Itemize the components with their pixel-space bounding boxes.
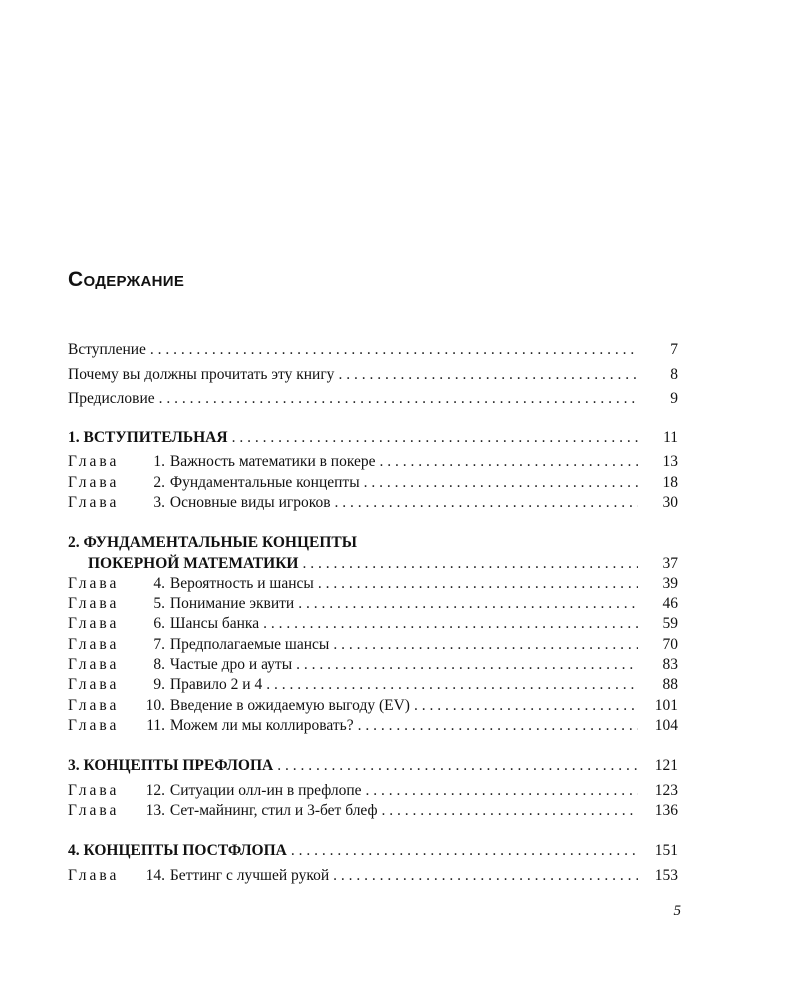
toc-page-number: 18 bbox=[662, 473, 678, 491]
toc-page-number: 9 bbox=[670, 390, 678, 408]
chapter-title: Беттинг с лучшей рукой bbox=[169, 867, 330, 885]
toc-part-title-line1[interactable]: 2. ФУНДАМЕНТАЛЬНЫЕ КОНЦЕПТЫ bbox=[68, 534, 357, 552]
toc-chapter[interactable] bbox=[68, 656, 678, 676]
chapter-title: Введение в ожидаемую выгоду (EV) bbox=[169, 696, 410, 714]
toc-page-number: 88 bbox=[662, 676, 678, 694]
chapter-title: Основные виды игроков bbox=[169, 493, 331, 511]
toc-chapter[interactable] bbox=[68, 575, 678, 595]
chapter-word: Глава bbox=[68, 676, 120, 694]
chapter-word: Глава bbox=[68, 802, 120, 820]
chapter-title: Можем ли мы коллировать? bbox=[169, 716, 354, 734]
toc-page-number: 83 bbox=[662, 656, 678, 674]
toc-entry-label: Вступление bbox=[68, 341, 146, 358]
chapter-number: 12. bbox=[145, 781, 165, 799]
toc-chapter[interactable] bbox=[68, 494, 678, 514]
toc-part-title: 1. ВСТУПИТЕЛЬНАЯ bbox=[68, 428, 228, 446]
toc-page-number: 136 bbox=[654, 802, 678, 820]
chapter-title: Правило 2 и 4 bbox=[169, 676, 263, 694]
toc-chapter[interactable] bbox=[68, 782, 678, 802]
toc-entry-label: Почему вы должны прочитать эту книгу bbox=[68, 365, 335, 383]
toc-chapter[interactable] bbox=[68, 717, 678, 737]
toc-page-number: 59 bbox=[662, 615, 678, 633]
dot-leader bbox=[380, 453, 638, 471]
toc-chapter[interactable] bbox=[68, 615, 678, 635]
toc-part-title: ПОКЕРНОЙ МАТЕМАТИКИ bbox=[88, 554, 299, 572]
toc-chapter[interactable] bbox=[68, 453, 678, 473]
toc-page-number: 70 bbox=[662, 635, 678, 653]
dot-leader bbox=[358, 717, 638, 735]
chapter-word: Глава bbox=[68, 716, 120, 734]
toc-chapter[interactable] bbox=[68, 697, 678, 717]
chapter-title: Фундаментальные концепты bbox=[169, 473, 360, 491]
dot-leader bbox=[366, 782, 638, 800]
chapter-number: 11. bbox=[146, 716, 165, 734]
toc-chapter[interactable] bbox=[68, 636, 678, 656]
dot-leader bbox=[150, 341, 638, 359]
toc-entry[interactable] bbox=[68, 390, 678, 415]
chapter-number: 6. bbox=[153, 615, 165, 633]
dot-leader bbox=[333, 867, 638, 885]
toc-page-number: 13 bbox=[662, 453, 678, 471]
toc-page-number: 151 bbox=[654, 842, 678, 860]
toc-part-heading[interactable] bbox=[68, 555, 678, 575]
chapter-word: Глава bbox=[68, 635, 120, 653]
chapter-number: 3. bbox=[153, 493, 165, 511]
toc-page-number: 37 bbox=[662, 554, 678, 572]
dot-leader bbox=[232, 429, 638, 447]
chapter-word: Глава bbox=[68, 656, 120, 674]
chapter-title: Сет-майнинг, стил и 3-бет блеф bbox=[169, 802, 378, 820]
toc-chapter[interactable] bbox=[68, 676, 678, 696]
chapter-word: Глава bbox=[68, 453, 120, 471]
chapter-number: 14. bbox=[145, 867, 165, 885]
chapter-word: Глава bbox=[68, 696, 120, 714]
chapter-title: Важность математики в покере bbox=[169, 453, 376, 471]
toc-chapter[interactable] bbox=[68, 867, 678, 887]
toc-page-number: 101 bbox=[654, 696, 678, 714]
chapter-number: 9. bbox=[153, 676, 165, 694]
chapter-title: Вероятность и шансы bbox=[169, 574, 314, 592]
toc-chapter[interactable] bbox=[68, 802, 678, 822]
chapter-title: Шансы банка bbox=[169, 615, 260, 633]
chapter-word: Глава bbox=[68, 867, 120, 885]
toc-page-number: 11 bbox=[663, 428, 678, 446]
dot-leader bbox=[382, 802, 638, 820]
toc-chapter[interactable] bbox=[68, 474, 678, 494]
dot-leader bbox=[291, 842, 638, 860]
chapter-word: Глава bbox=[68, 615, 120, 633]
chapter-word: Глава bbox=[68, 493, 120, 511]
dot-leader bbox=[159, 390, 638, 408]
toc-page-number: 123 bbox=[654, 781, 678, 799]
chapter-number: 1. bbox=[153, 453, 165, 471]
toc-page-number: 104 bbox=[654, 716, 678, 734]
toc-entry[interactable] bbox=[68, 366, 678, 391]
toc-page-number: 153 bbox=[654, 867, 678, 885]
dot-leader bbox=[263, 615, 638, 633]
chapter-word: Глава bbox=[68, 781, 120, 799]
toc-part-title: 3. КОНЦЕПТЫ ПРЕФЛОПА bbox=[68, 757, 274, 775]
chapter-title: Понимание эквити bbox=[169, 595, 295, 613]
dot-leader bbox=[414, 697, 638, 715]
chapter-title: Частые дро и ауты bbox=[169, 656, 293, 674]
chapter-number: 13. bbox=[145, 802, 165, 820]
page-title: Содержание bbox=[68, 268, 185, 291]
dot-leader bbox=[296, 656, 638, 674]
chapter-word: Глава bbox=[68, 595, 120, 613]
toc-part-title: 4. КОНЦЕПТЫ ПОСТФЛОПА bbox=[68, 842, 287, 860]
chapter-title: Ситуации олл-ин в префлопе bbox=[169, 781, 362, 799]
toc-part-heading[interactable] bbox=[68, 757, 678, 782]
toc-page-number: 8 bbox=[670, 365, 678, 383]
dot-leader bbox=[364, 474, 638, 492]
dot-leader bbox=[266, 676, 638, 694]
toc-entry-label: Предисловие bbox=[68, 390, 155, 408]
chapter-number: 7. bbox=[153, 635, 165, 653]
toc-page-number: 121 bbox=[654, 757, 678, 775]
dot-leader bbox=[338, 366, 638, 384]
dot-leader bbox=[303, 555, 639, 573]
chapter-word: Глава bbox=[68, 574, 120, 592]
toc-page-number: 39 bbox=[662, 574, 678, 592]
dot-leader bbox=[277, 757, 638, 775]
toc-part-heading[interactable] bbox=[68, 842, 678, 867]
chapter-number: 5. bbox=[153, 595, 165, 613]
chapter-title: Предполагаемые шансы bbox=[169, 635, 330, 653]
chapter-number: 8. bbox=[153, 656, 165, 674]
toc-entry[interactable] bbox=[68, 341, 678, 366]
table-of-contents bbox=[68, 341, 678, 887]
chapter-number: 10. bbox=[145, 696, 165, 714]
dot-leader bbox=[298, 595, 638, 613]
dot-leader bbox=[318, 575, 638, 593]
chapter-number: 2. bbox=[153, 473, 165, 491]
toc-page-number: 46 bbox=[662, 595, 678, 613]
toc-part-heading[interactable] bbox=[68, 429, 678, 454]
page-folio-number: 5 bbox=[673, 903, 681, 919]
toc-page-number: 7 bbox=[670, 341, 678, 358]
chapter-number: 4. bbox=[153, 574, 165, 592]
dot-leader bbox=[333, 636, 638, 654]
dot-leader bbox=[335, 494, 638, 512]
toc-page-number: 30 bbox=[662, 493, 678, 511]
toc-chapter[interactable] bbox=[68, 595, 678, 615]
chapter-word: Глава bbox=[68, 473, 120, 491]
